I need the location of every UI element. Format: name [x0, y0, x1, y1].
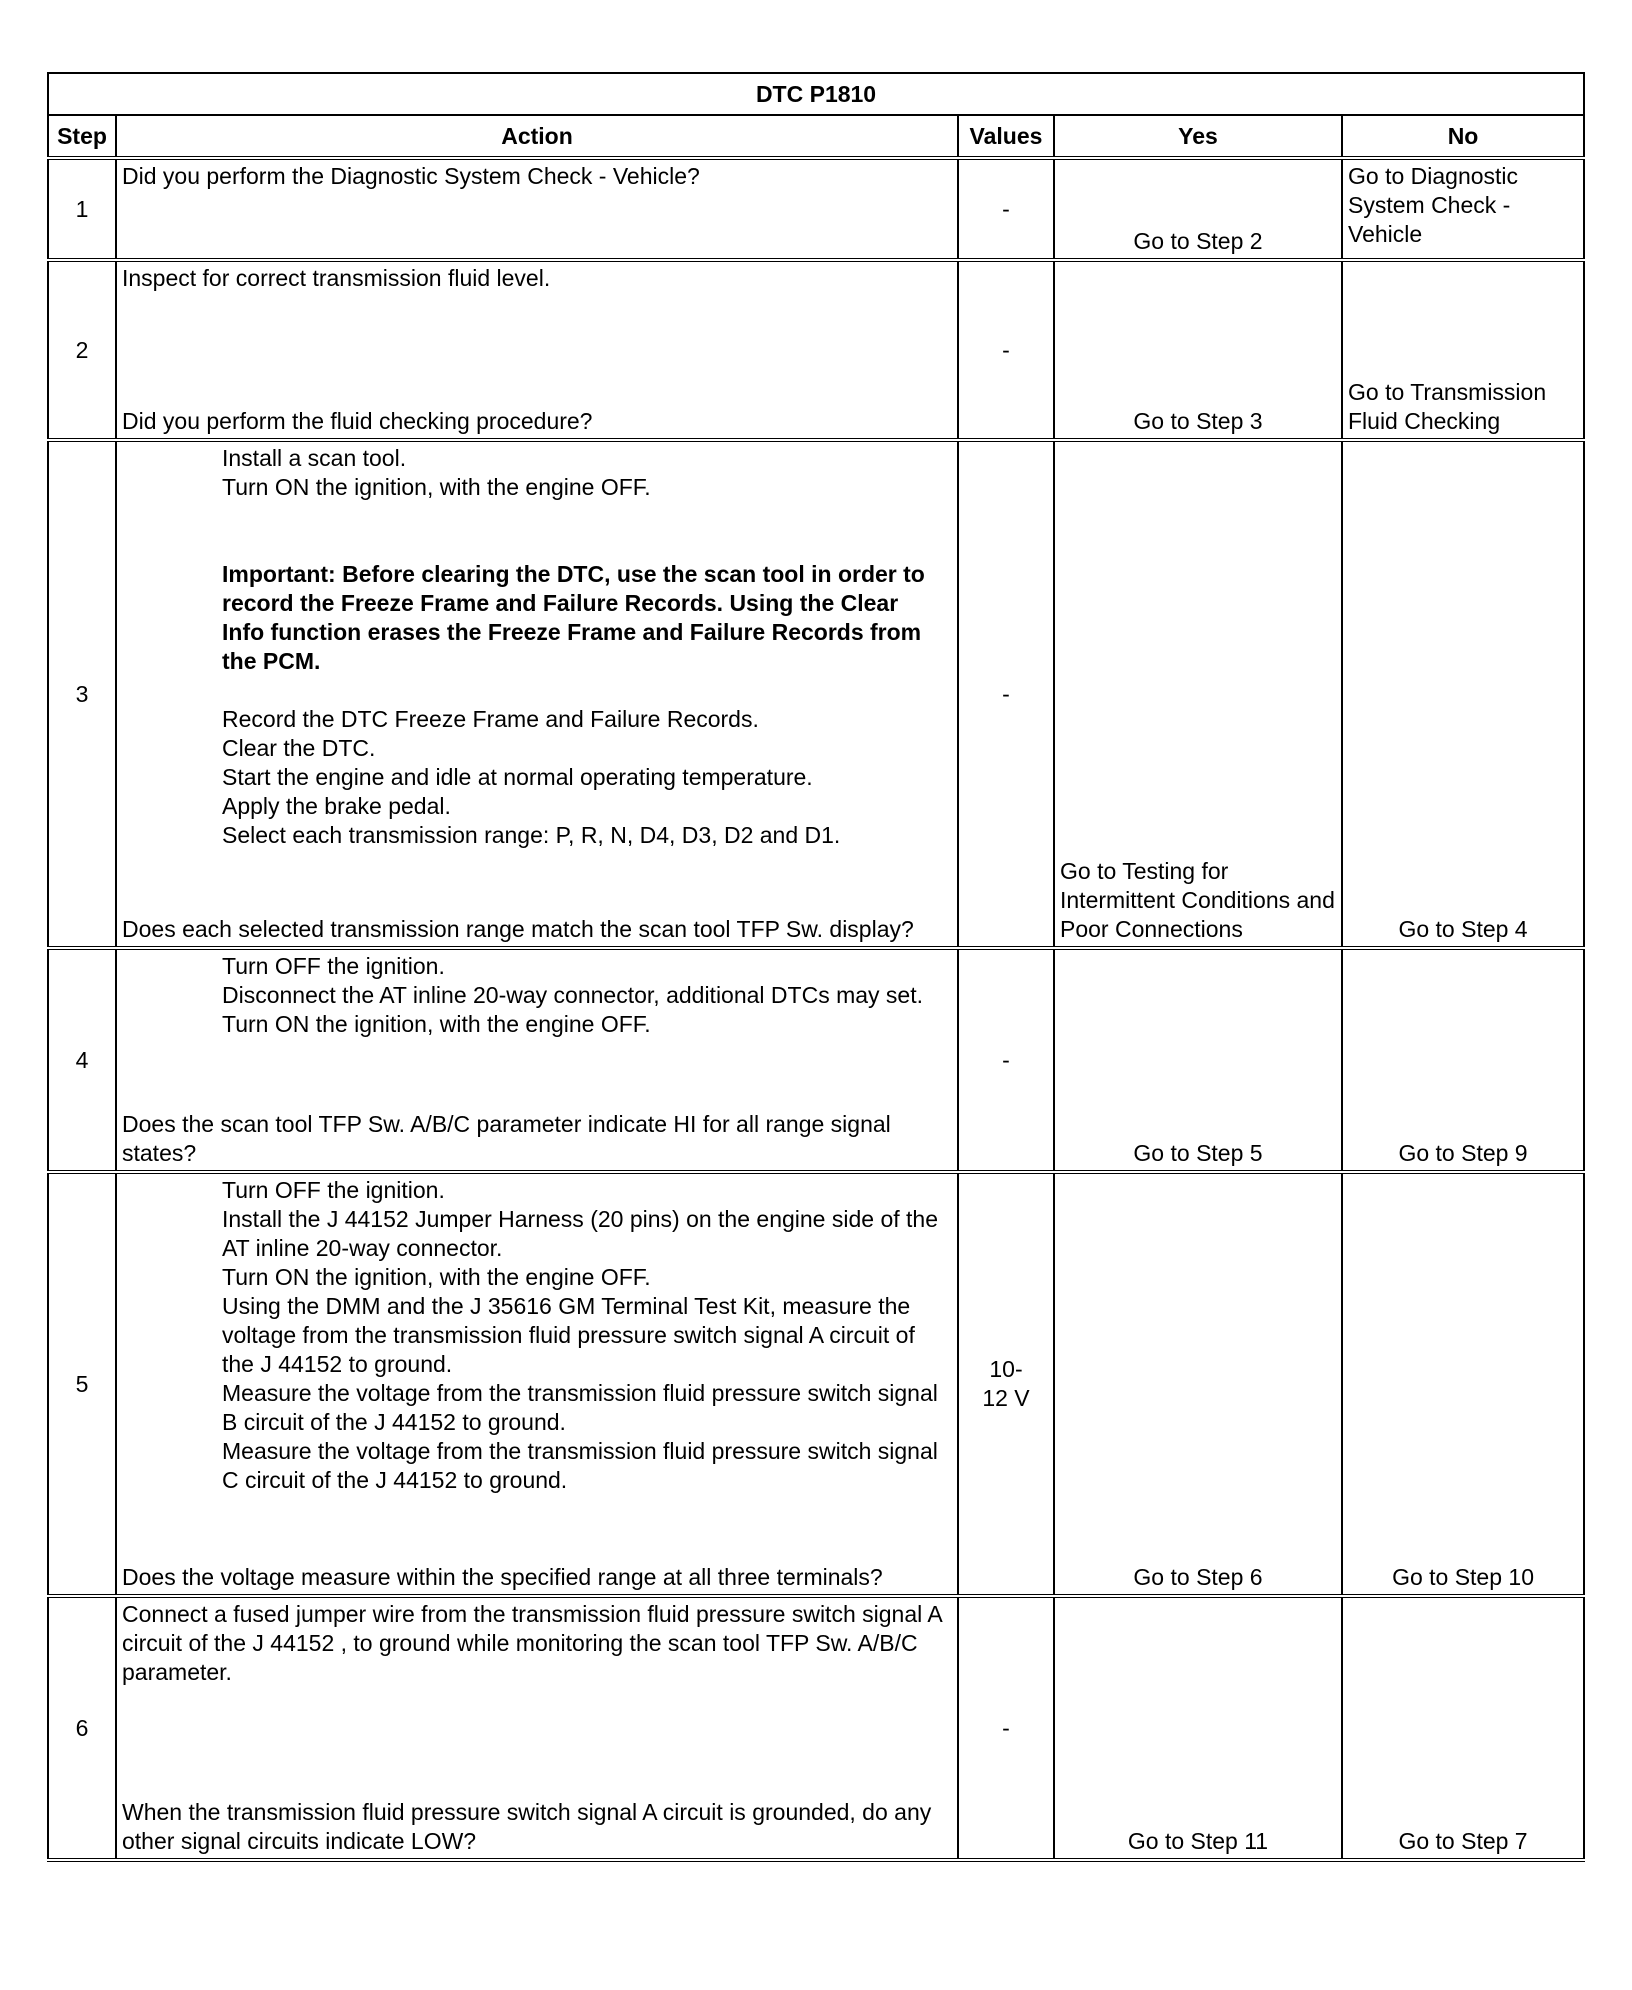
header-step: Step [48, 115, 116, 158]
action-item: Apply the brake pedal. [222, 793, 451, 819]
values-cell: - [958, 158, 1054, 260]
action-text: Did you perform the Diagnostic System Check - Vehicle? [122, 163, 700, 189]
action-item: Select each transmission range: P, R, N, D4, D3, D2 and D1. [222, 822, 841, 848]
header-action: Action [116, 115, 958, 158]
action-cell [116, 440, 958, 948]
no-cell: Go to Transmission Fluid Checking [1342, 260, 1584, 440]
header-values: Values [958, 115, 1054, 158]
values-cell: - [958, 948, 1054, 1172]
action-item: Measure the voltage from the transmission fluid pressure switch signal C circuit of the J 44152 to ground. [222, 1438, 938, 1493]
header-yes: Yes [1054, 115, 1342, 158]
table-row-step-4 [48, 948, 1584, 1172]
action-question: Does the voltage measure within the specified range at all three terminals? [122, 1564, 883, 1590]
action-question: Does each selected transmission range match the scan tool TFP Sw. display? [122, 916, 914, 942]
step-number: 3 [48, 440, 116, 948]
action-question: When the transmission fluid pressure switch signal A circuit is grounded, do any other signal circuits indicate LOW? [122, 1799, 932, 1854]
values-cell: - [958, 260, 1054, 440]
action-question: Does the scan tool TFP Sw. A/B/C parameter indicate HI for all range signal states? [122, 1111, 891, 1166]
table-row-step-3 [48, 440, 1584, 948]
action-item: Clear the DTC. [222, 735, 376, 761]
no-cell: Go to Diagnostic System Check - Vehicle [1342, 158, 1584, 260]
values-cell: - [958, 1596, 1054, 1860]
action-item: Install the J 44152 Jumper Harness (20 pins) on the engine side of the AT inline 20-way connector. [222, 1206, 938, 1261]
yes-cell: Go to Step 11 [1054, 1596, 1342, 1860]
action-item: Turn OFF the ignition. [222, 1177, 445, 1203]
yes-cell: Go to Step 5 [1054, 948, 1342, 1172]
no-cell: Go to Step 4 [1342, 440, 1584, 948]
table-row-step-6 [48, 1596, 1584, 1860]
action-item: Using the DMM and the J 35616 GM Terminal Test Kit, measure the voltage from the transmission fluid pressure switch signal A circuit of the J 44152 to ground. [222, 1293, 915, 1377]
action-item: Install a scan tool. [222, 445, 407, 471]
diagnostic-table [47, 72, 1585, 1862]
no-cell: Go to Step 7 [1342, 1596, 1584, 1860]
action-question: Did you perform the fluid checking procedure? [122, 408, 593, 434]
yes-cell: Go to Step 2 [1054, 158, 1342, 260]
action-item: Disconnect the AT inline 20-way connector, additional DTCs may set. [222, 982, 923, 1008]
action-item: Turn OFF the ignition. [222, 953, 445, 979]
table-row-step-2 [48, 260, 1584, 440]
yes-cell: Go to Step 6 [1054, 1172, 1342, 1596]
step-number: 1 [48, 158, 116, 260]
values-cell: - [958, 440, 1054, 948]
action-text: Connect a fused jumper wire from the transmission fluid pressure switch signal A circuit of the J 44152 , to ground while monitoring the scan tool TFP Sw. A/B/C parameter. [122, 1601, 942, 1685]
important-note: Important: Before clearing the DTC, use the scan tool in order to record the Freeze Frame and Failure Records. Using the Clear Info function erases the Freeze Frame and Failure Records from the PCM. [222, 561, 925, 674]
action-item: Start the engine and idle at normal operating temperature. [222, 764, 813, 790]
action-item: Turn ON the ignition, with the engine OFF. [222, 1011, 651, 1037]
yes-cell: Go to Step 3 [1054, 260, 1342, 440]
action-cell [116, 260, 958, 440]
table-row-step-5 [48, 1172, 1584, 1596]
action-cell [116, 158, 958, 260]
action-item: Turn ON the ignition, with the engine OFF. [222, 1264, 651, 1290]
values-cell: 10-12 V [958, 1172, 1054, 1596]
header-no: No [1342, 115, 1584, 158]
action-item: Record the DTC Freeze Frame and Failure Records. [222, 706, 759, 732]
action-cell [116, 1172, 958, 1596]
no-cell: Go to Step 10 [1342, 1172, 1584, 1596]
table-row-step-1 [48, 158, 1584, 260]
step-number: 5 [48, 1172, 116, 1596]
action-item: Turn ON the ignition, with the engine OFF. [222, 474, 651, 500]
step-number: 6 [48, 1596, 116, 1860]
no-cell: Go to Step 9 [1342, 948, 1584, 1172]
action-cell [116, 1596, 958, 1860]
header-row [48, 115, 1584, 158]
step-number: 4 [48, 948, 116, 1172]
title-row [48, 73, 1584, 115]
step-number: 2 [48, 260, 116, 440]
table-title: DTC P1810 [48, 73, 1584, 115]
action-cell [116, 948, 958, 1172]
action-text: Inspect for correct transmission fluid level. [122, 265, 551, 291]
dtc-table-document [47, 72, 1583, 1862]
action-item: Measure the voltage from the transmission fluid pressure switch signal B circuit of the J 44152 to ground. [222, 1380, 938, 1435]
yes-cell: Go to Testing for Intermittent Conditions and Poor Connections [1054, 440, 1342, 948]
